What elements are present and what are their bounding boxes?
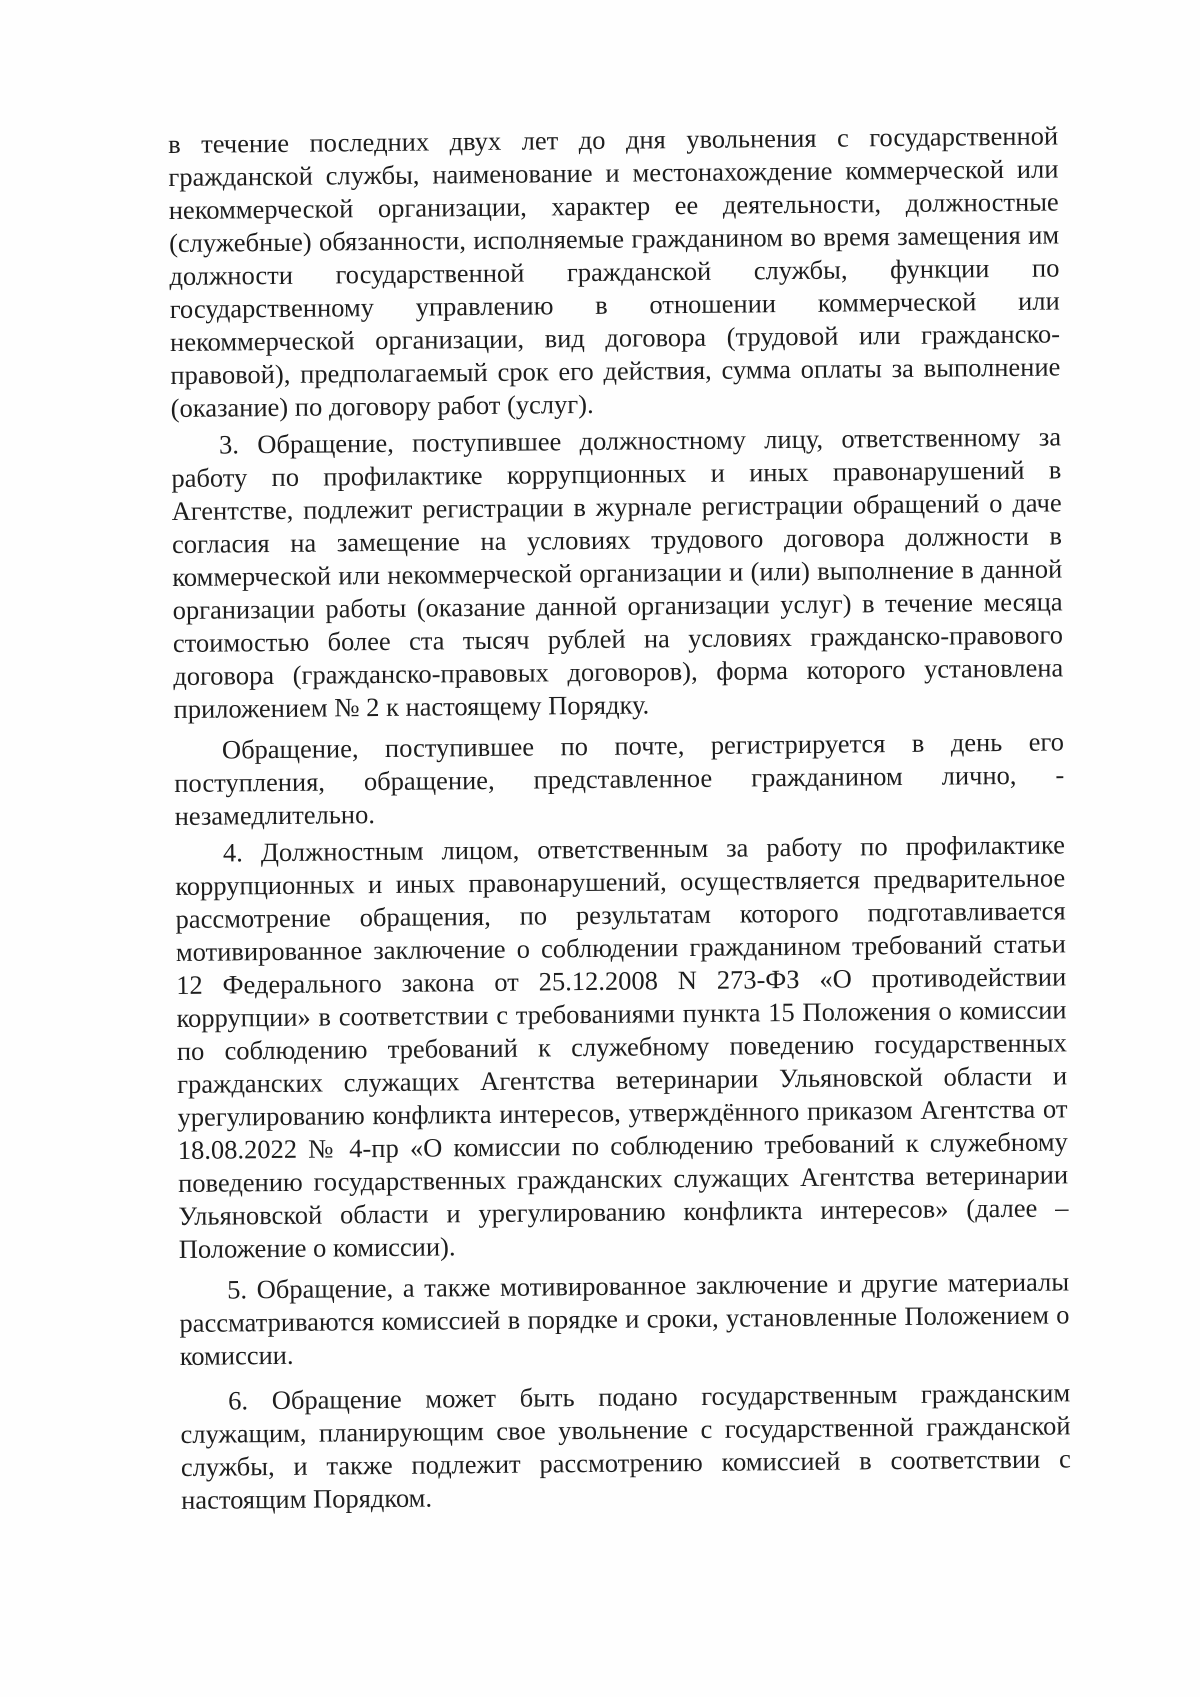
paragraph-item-6: 6. Обращение может быть подано государственным гражданским служащим, планирующим свое увольнение с государственной гражданской службы, и также подлежит рассмотрению комиссией в соответствии с настоящим Порядком. [180, 1377, 1071, 1515]
paragraph-item-5: 5. Обращение, а также мотивированное заключение и другие материалы рассматриваются комиссией в порядке и сроки, установленные Положением о комиссии. [179, 1266, 1070, 1371]
document-body [168, 119, 1071, 1516]
paragraph-registration: Обращение, поступившее по почте, регистрируется в день его поступления, обращение, представленное гражданином лично, - незамедлительно. [174, 726, 1065, 831]
paragraph-item-4: 4. Должностным лицом, ответственным за работу по профилактике коррупционных и иных правонарушений, осуществляется предварительное рассмотрение обращения, по результатам которого подготавливается мотивированное заключение о соблюдении гражданином требований статьи 12 Федерального закона от 25.12.2008 N 273-ФЗ «О противодействии коррупции» в соответствии с требованиями пункта 15 Положения о комиссии по соблюдению требований к служебному поведению государственных гражданских служащих Агентства ветеринарии Ульяновской области и урегулированию конфликта интересов, утверждённого приказом Агентства от 18.08.2022 № 4-пр «О комиссии по соблюдению требований к служебному поведению государственных гражданских служащих Агентства ветеринарии Ульяновской области и урегулированию конфликта интересов» (далее – Положение о комиссии). [175, 829, 1069, 1264]
paragraph-continuation: в течение последних двух лет до дня увольнения с государственной гражданской службы, наименование и местонахождение коммерческой или некоммерческой организации, характер ее деятельности, должностные (служебные) обязанности, исполняемые гражданином во время замещения им должности государственной гражданской службы, функции по государственному управлению в отношении коммерческой или некоммерческой организации, вид договора (трудовой или гражданско-правовой), предполагаемый срок его действия, сумма оплаты за выполнение (оказание) по договору работ (услуг). [168, 120, 1061, 423]
paragraph-item-3: 3. Обращение, поступившее должностному лицу, ответственному за работу по профилактике коррупционных и иных правонарушений в Агентстве, подлежит регистрации в журнале регистрации обращений о даче согласия на замещение на условиях трудового договора должности в коммерческой или некоммерческой организации и (или) выполнение в данной организации работы (оказание данной организации услуг) в течение месяца стоимостью более ста тысяч рублей на условиях гражданско-правового договора (гражданско-правовых договоров), форма которого установлена приложением № 2 к настоящему Порядку. [171, 421, 1064, 724]
